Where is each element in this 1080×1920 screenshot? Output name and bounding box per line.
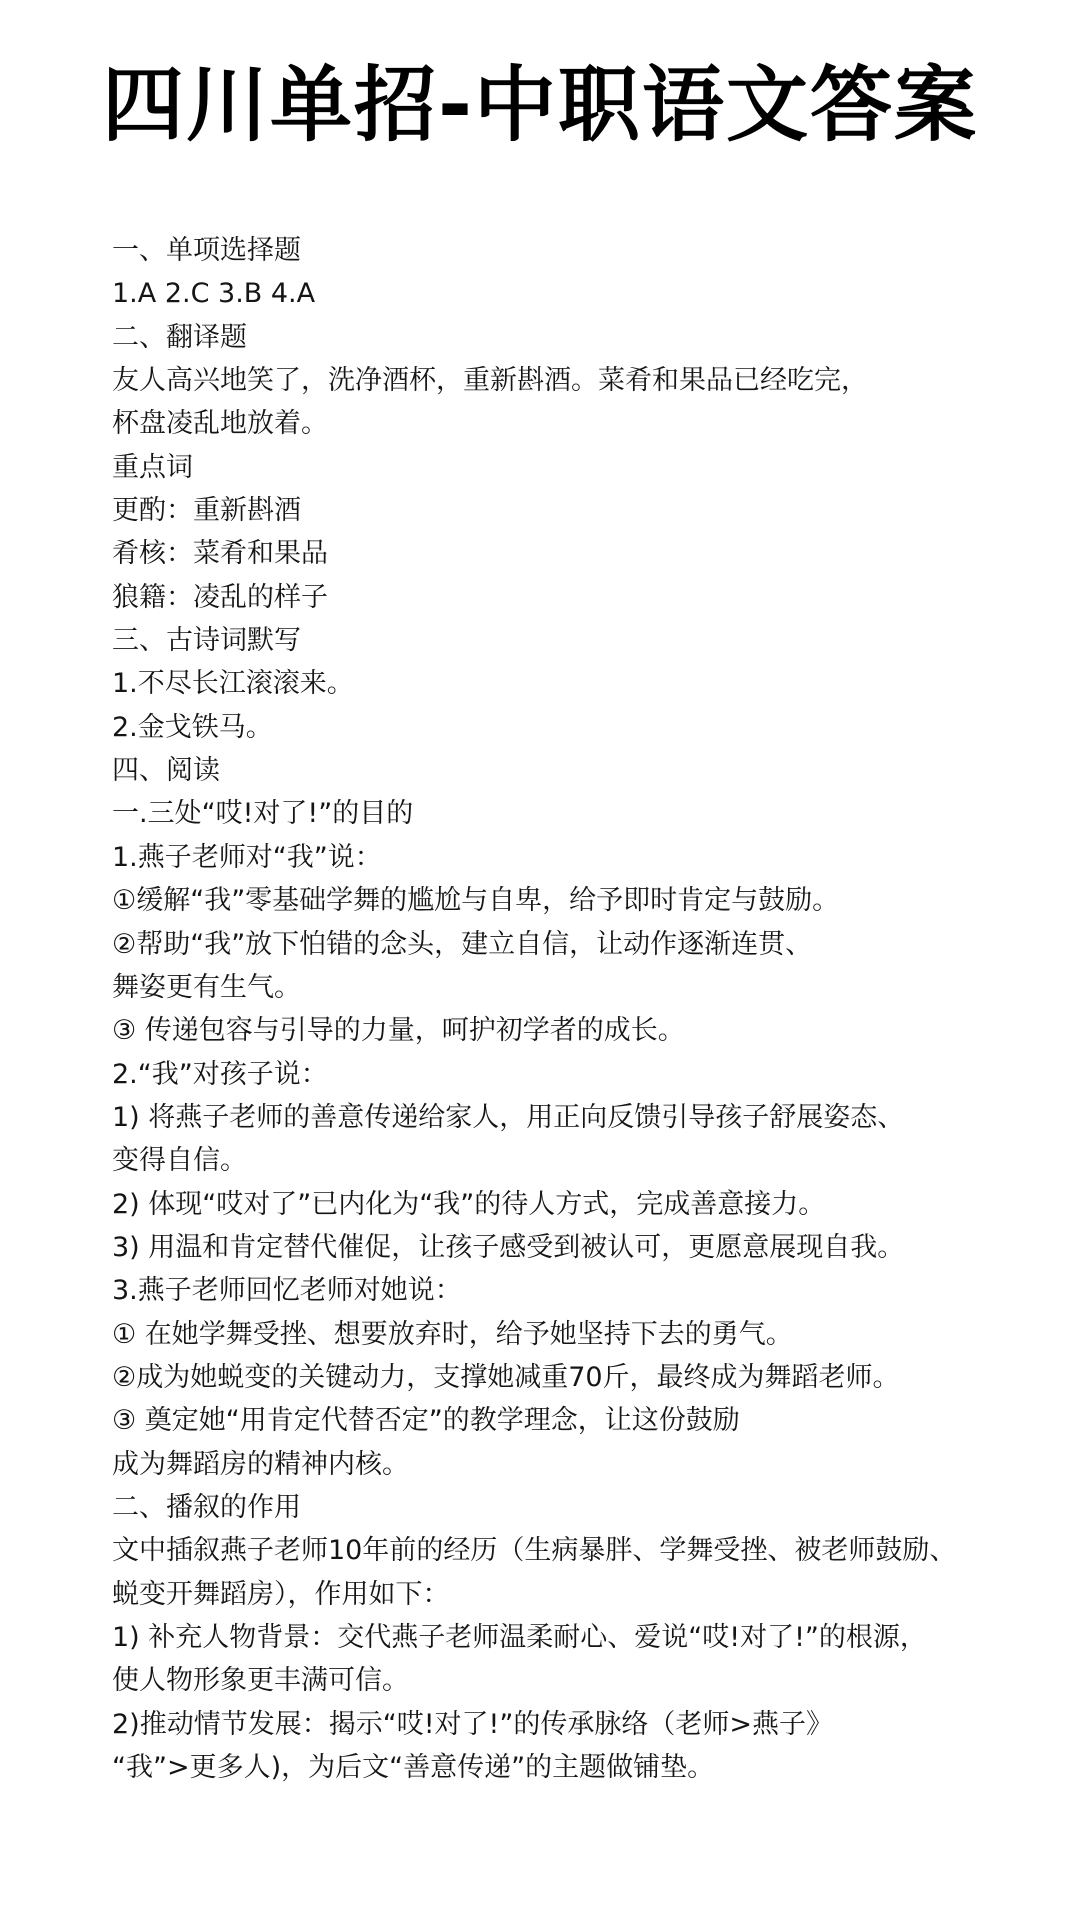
flashback-explanation-line: 文中插叙燕子老师10年前的经历（生病暴胖、学舞受挫、被老师鼓励、 xyxy=(112,1535,957,1567)
reading-answer-line: ②成为她蜕变的关键动力，支撑她减重70斤，最终成为舞蹈老师。 xyxy=(112,1361,900,1393)
reading-answer-line: ②帮助“我”放下怕错的念头，建立自信，让动作逐渐连贯、 xyxy=(112,928,813,960)
reading-answer-line: 舞姿更有生气。 xyxy=(112,971,301,1003)
reading-answer-line: ③ 奠定她“用肯定代替否定”的教学理念，让这份鼓励 xyxy=(112,1405,740,1437)
poetry-answer-line: 1.不尽长江滚滚来。 xyxy=(112,668,354,700)
flashback-effect-line: 1) 补充人物背景：交代燕子老师温柔耐心、爱说“哎!对了!”的根源， xyxy=(112,1622,927,1653)
reading-subheading: 一.三处“哎!对了!”的目的 xyxy=(112,798,414,830)
reading-answer-line: ① 在她学舞受挫、想要放弃时，给予她坚持下去的勇气。 xyxy=(112,1318,793,1350)
section-heading-reading: 四、阅读 xyxy=(112,755,220,787)
section-heading-poetry: 三、古诗词默写 xyxy=(112,625,301,657)
single-choice-answers: 1.A 2.C 3.B 4.A xyxy=(112,278,316,310)
answer-content xyxy=(112,229,1012,1789)
reading-answer-line: ①缓解“我”零基础学舞的尴尬与自卑，给予即时肯定与鼓励。 xyxy=(112,885,840,917)
translation-line: 杯盘凌乱地放着。 xyxy=(112,408,328,440)
keyword-line: 肴核：菜肴和果品 xyxy=(112,538,328,570)
page-title: 四川单招-中职语文答案 xyxy=(101,58,979,153)
reading-answer-line: 3) 用温和肯定替代催促，让孩子感受到被认可，更愿意展现自我。 xyxy=(112,1231,905,1263)
flashback-explanation-line: 蜕变开舞蹈房），作用如下： xyxy=(112,1578,450,1610)
keywords-heading: 重点词 xyxy=(112,451,193,483)
flashback-effect-line: 使人物形象更丰满可信。 xyxy=(112,1665,409,1697)
reading-item-heading: 3.燕子老师回忆老师对她说： xyxy=(112,1275,462,1307)
keyword-line: 狼籍：凌乱的样子 xyxy=(112,581,328,613)
flashback-effect-line: “我”>更多人)，为后文“善意传递”的主题做铺垫。 xyxy=(112,1752,715,1784)
reading-item-heading: 2.“我”对孩子说： xyxy=(112,1058,328,1090)
reading-answer-line: 2) 体现“哎对了”已内化为“我”的待人方式，完成善意接力。 xyxy=(112,1188,826,1220)
section-heading-single-choice: 一、单项选择题 xyxy=(112,235,301,266)
section-heading-translation: 二、翻译题 xyxy=(112,321,247,353)
reading-answer-line: 成为舞蹈房的精神内核。 xyxy=(112,1448,409,1480)
keyword-line: 更酌：重新斟酒 xyxy=(112,495,301,527)
poetry-answer-line: 2.金戈铁马。 xyxy=(112,711,273,743)
reading-item-heading: 1.燕子老师对“我”说： xyxy=(112,841,382,873)
reading-answer-line: ③ 传递包容与引导的力量，呵护初学者的成长。 xyxy=(112,1015,685,1047)
reading-subheading: 二、播叙的作用 xyxy=(112,1491,301,1523)
reading-answer-line: 1) 将燕子老师的善意传递给家人，用正向反馈引导孩子舒展姿态、 xyxy=(112,1101,905,1133)
translation-line: 友人高兴地笑了，洗净酒杯，重新斟酒。菜肴和果品已经吃完， xyxy=(112,365,868,397)
flashback-effect-line: 2)推动情节发展：揭示“哎!对了!”的传承脉络（老师>燕子》 xyxy=(112,1708,833,1740)
reading-answer-line: 变得自信。 xyxy=(112,1145,247,1177)
